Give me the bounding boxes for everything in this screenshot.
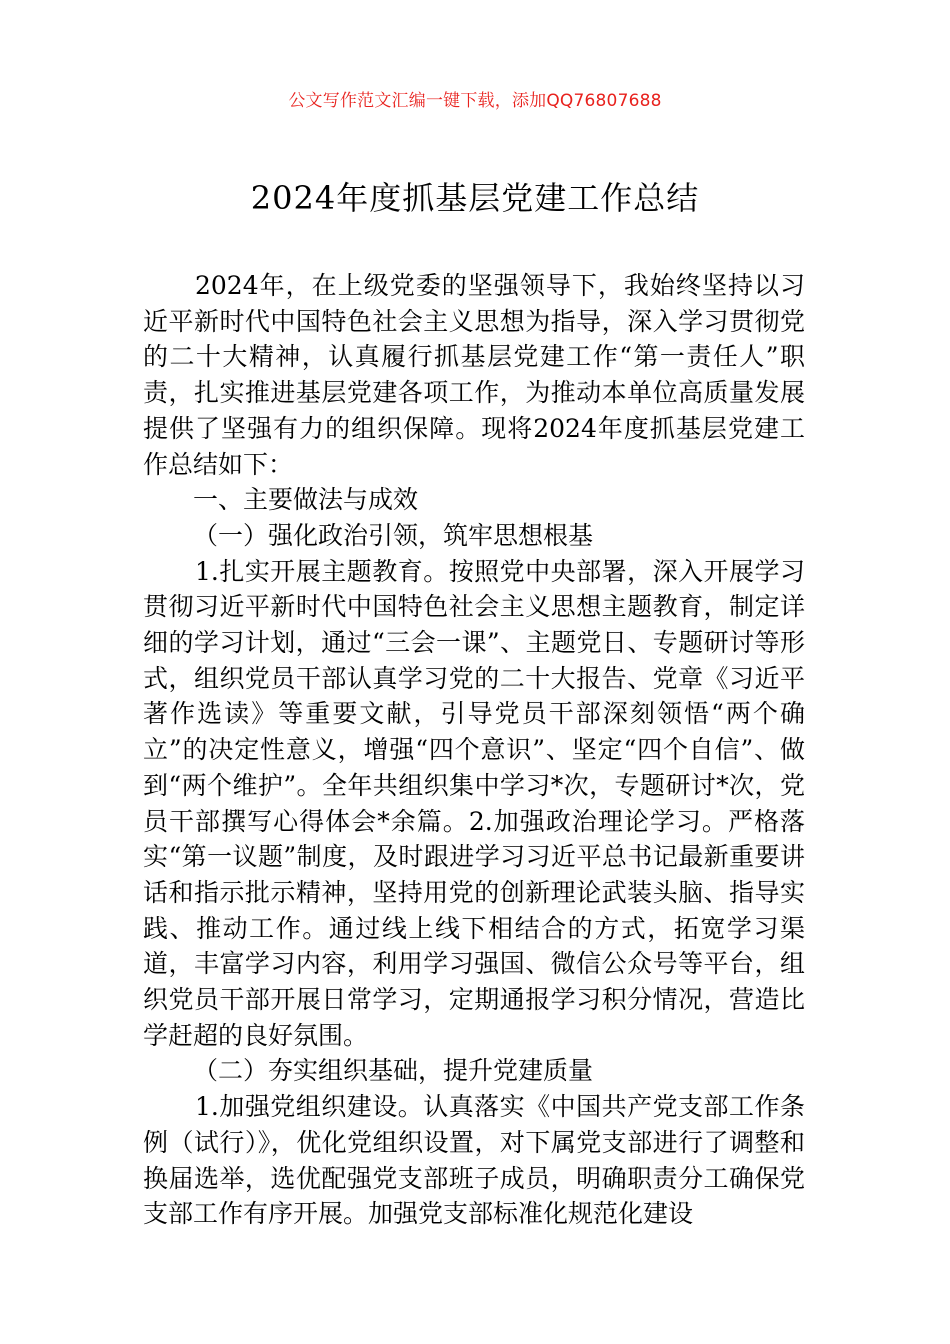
promo-banner: 公文写作范文汇编一键下载，添加QQ76807688 (288, 91, 662, 111)
body-paragraph-2: 1.加强党组织建设。认真落实《中国共产党支部工作条例（试行）》，优化党组织设置，对下属党支部进行了调整和换届选举，选优配强党支部班子成员，明确职责分工确保党支部工作有序开展。加强党支部标准化规范化建设 (143, 1092, 805, 1229)
page-title: 2024年度抓基层党建工作总结 (250, 179, 700, 217)
subsection-heading-2: （二）夯实组织基础，提升党建质量 (193, 1056, 594, 1086)
section-heading-1: 一、主要做法与成效 (193, 485, 419, 515)
intro-paragraph: 2024年，在上级党委的坚强领导下，我始终坚持以习近平新时代中国特色社会主义思想为指导，深入学习贯彻党的二十大精神，认真履行抓基层党建工作“第一责任人”职责，扎实推进基层党建各项工作，为推动本单位高质量发展提供了坚强有力的组织保障。现将2024年度抓基层党建工作总结如下： (143, 271, 805, 479)
document-body (143, 268, 805, 1232)
body-paragraph-1: 1.扎实开展主题教育。按照党中央部署，深入开展学习贯彻习近平新时代中国特色社会主义思想主题教育，制定详细的学习计划，通过“三会一课”、主题党日、专题研讨等形式，组织党员干部认真学习党的二十大报告、党章《习近平著作选读》等重要文献，引导党员干部深刻领悟“两个确立”的决定性意义，增强“四个意识”、坚定“四个自信”、做到“两个维护”。全年共组织集中学习*次，专题研讨*次，党员干部撰写心得体会*余篇。2.加强政治理论学习。严格落实“第一议题”制度，及时跟进学习习近平总书记最新重要讲话和指示批示精神，坚持用党的创新理论武装头脑、指导实践、推动工作。通过线上线下相结合的方式，拓宽学习渠道，丰富学习内容，利用学习强国、微信公众号等平台，组织党员干部开展日常学习，定期通报学习积分情况，营造比学赶超的良好氛围。 (143, 556, 805, 1050)
subsection-heading-1: （一）强化政治引领，筑牢思想根基 (193, 520, 594, 550)
